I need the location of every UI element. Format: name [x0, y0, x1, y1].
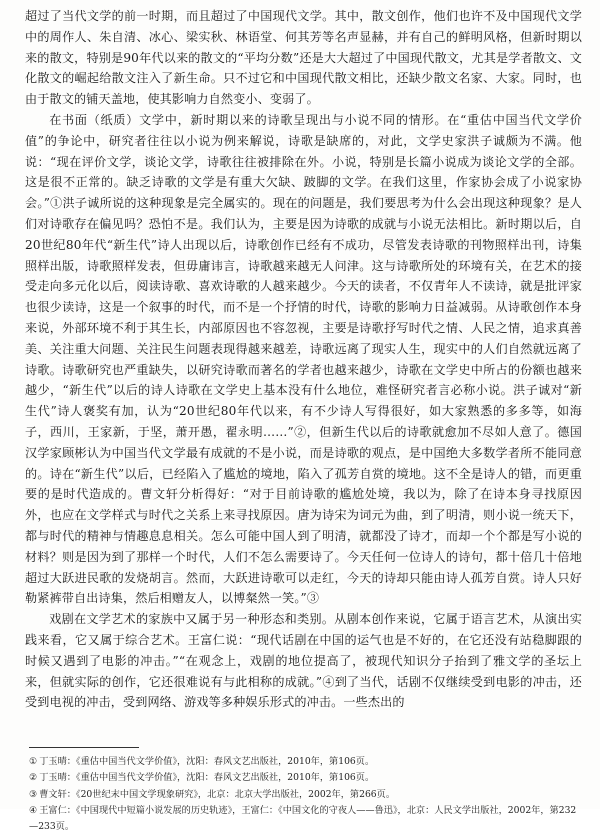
footnote-4 — [29, 803, 582, 835]
footnote-1-text: 丁玉晴：《重估中国当代文学价值》，沈阳：春风文艺出版社，2010年，第106页。 — [39, 756, 375, 768]
footnote-1 — [29, 754, 582, 770]
body-text — [25, 6, 582, 713]
footnote-2-text: 丁玉晴：《重估中国当代文学价值》，沈阳：春风文艺出版社，2010年，第106页。 — [39, 772, 375, 784]
footnote-1-mark: ① — [29, 756, 38, 768]
paragraph-1: 超过了当代文学的前一时期，而且超过了中国现代文学。其中，散文创作，他们也许不及中国现代文学中的周作人、朱自清、冰心、梁实秋、林语堂、何其芳等名声显赫，并有自己的鲜明风格，但新时期以来的散文，特别是90年代以来的散文的“平均分数”还是大大超过了中国现代散文，尤其是学者散文、文化散文的崛起给散文注入了新生命。只不过它和中国现代散文相比，还缺少散文名家、大家。同时，也由于散文的铺天盖地，使其影响力自然变小、变弱了。 — [25, 9, 582, 107]
footnote-2 — [29, 770, 582, 786]
paragraph-3: 戏剧在文学艺术的家族中又属于另一种形态和类别。从剧本创作来说，它属于语言艺术，从演出实践来看，它又属于综合艺术。王富仁说：“现代话剧在中国的运气也是不好的，在它还没有站稳脚跟的时候又遇到了电影的冲击。”“在观念上，戏剧的地位提高了，被现代知识分子抬到了雅文学的圣坛上来，但就实际的创作，它还很难说有与此相称的成就。”④到了当代，话剧不仅继续受到电影的冲击，还受到电视的冲击，受到网络、游戏等多种娱乐形式的冲击。一些杰出的 — [25, 612, 582, 710]
footnote-3 — [29, 787, 582, 803]
footnote-2-mark: ② — [29, 772, 38, 784]
footnote-4-mark: ④ — [29, 804, 38, 816]
footnote-3-mark: ③ — [29, 788, 38, 800]
paragraph-2: 在书面（纸质）文学中，新时期以来的诗歌呈现出与小说不同的情形。在“重估中国当代文学价值”的争论中，研究者往往以小说为例来解说，诗歌是缺席的，对此，文学史家洪子诚颇为不满。他说：“现在评价文学，谈论文学，诗歌往往被排除在外。小说，特别是长篇小说成为谈论文学的全部。这是很不正常的。缺乏诗歌的文学是有重大欠缺、跛脚的文学。在我们这里，作家协会成了小说家协会。”①洪子诚所说的这种现象是完全属实的。现在的问题是，我们要思考为什么会出现这种现象？是人们对诗歌存在偏见吗？恐怕不是。我们认为，主要是因为诗歌的成就与小说无法相比。新时期以后，自20世纪80年代“新生代”诗人出现以后，诗歌创作已经有不成功，尽管发表诗歌的刊物照样出刊，诗集照样出版，诗歌照样发表，但毋庸讳言，诗歌越来越无人问津。这与诗歌所处的环境有关，在艺术的接受走向多元化以后，阅读诗歌、喜欢诗歌的人越来越少。今天的读者，不仅青年人不读诗，就是批评家也很少读诗，这是一个叙事的时代，而不是一个抒情的时代，诗歌的影响力日益减弱。从诗歌创作本身来说，外部环境不利于其生长，内部原因也不容忽视，主要是诗歌抒写时代之情、人民之情，追求真善美、关注重大问题、关注民生问题表现得越来越差，诗歌远离了现实人生，现实中的人们自然就远离了诗歌。诗歌研究也严重缺失，以研究诗歌而著名的学者也越来越少，诗歌在文学史中所占的份额也越来越少，“新生代”以后的诗人诗歌在文学史上基本没有什么地位，难怪研究者言必称小说。洪子诚对“新生代”诗人褒奖有加，认为“20世纪80年代以来，有不少诗人写得很好，如大家熟悉的多多等，如海子，西川，王家新，于坚，萧开愚，翟永明……”②，但新生代以后的诗歌就愈加不尽如人意了。德国汉学家顾彬认为中国当代文学最有成就的不是小说，而是诗歌的观点，是中国绝大多数学者所不能同意的。诗在“新生代”以后，已经陷入了尴尬的境地，陷入了孤芳自赏的境地。这不全是诗人的错，而更重要的是时代造成的。曹文轩分析得好：“对于目前诗歌的尴尬处境，我以为，除了在诗本身寻找原因外，也应在文学样式与时代之关系上来寻找原因。唐为诗宋为词元为曲，到了明清，则小说一统天下，都与时代的精神与情趣息息相关。怎么可能中国人到了明清，就都没了诗才，而却一个个都是写小说的材料？则是因为到了那样一个时代，人们不怎么需要诗了。今天任何一位诗人的诗句，都十倍几十倍地超过大跃进民歌的发烧胡言。然而，大跃进诗歌可以走红，今天的诗却只能由诗人孤芳自赏。诗人只好勒紧裤带自出诗集，然后相赠友人，以博粲然一笑。”③ — [25, 112, 582, 606]
footnote-4-text: 王富仁：《中国现代中短篇小说发展的历史轨迹》，王富仁：《中国文化的守夜人——鲁迅》，北京：人民文学出版社，2002年，第232—233页。 — [29, 804, 577, 832]
footnotes — [25, 754, 582, 835]
footnote-3-text: 曹文轩：《20世纪末中国文学现象研究》，北京：北京大学出版社，2002年，第266页。 — [39, 788, 396, 800]
footnote-divider — [29, 747, 139, 748]
